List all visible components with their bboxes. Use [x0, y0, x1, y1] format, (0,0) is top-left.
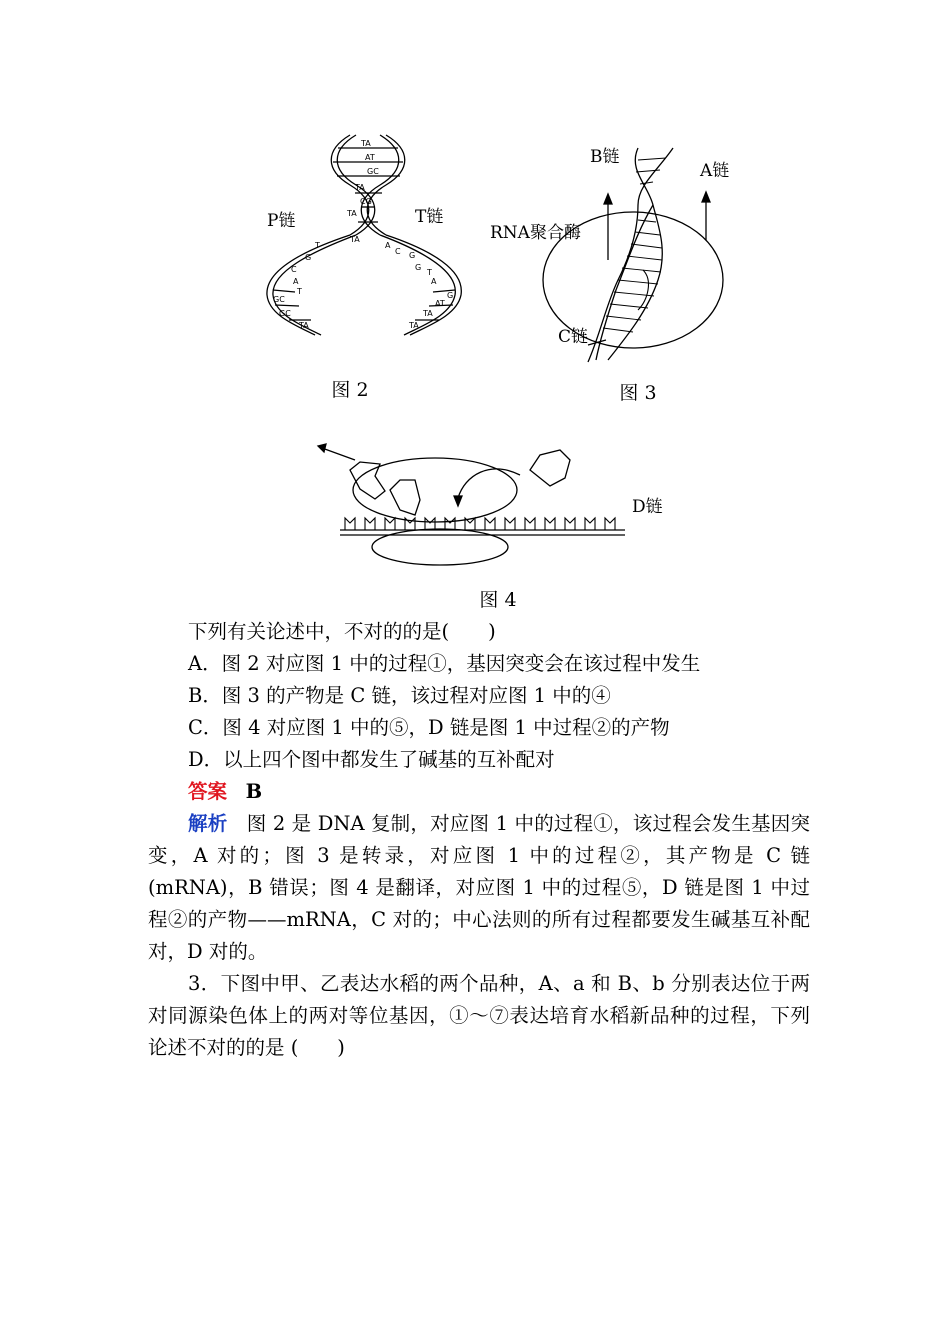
figure-2-caption: 图 2 — [331, 379, 369, 401]
svg-text:GC: GC — [367, 167, 379, 176]
svg-text:C: C — [395, 247, 401, 256]
answer-value: B — [245, 780, 263, 803]
svg-text:T: T — [315, 241, 320, 250]
answer-label: 答案 — [188, 780, 228, 803]
svg-text:G: G — [447, 291, 454, 300]
svg-text:G: G — [409, 251, 416, 260]
a-strand-label: A链 — [700, 161, 730, 181]
svg-text:A: A — [431, 277, 437, 286]
svg-text:A: A — [385, 241, 391, 250]
next-question-text: 3．下图中甲、乙表达水稻的两个品种，A、a 和 B、b 分别表达位于两对同源染色体上的两对等位基因，①～⑦表达培育水稻新品种的过程，下列论述不对的的是 ( ) — [148, 972, 810, 1059]
svg-text:TA: TA — [350, 235, 360, 244]
figure-3-caption: 图 3 — [619, 382, 657, 404]
svg-text:AT: AT — [435, 299, 445, 308]
svg-text:GC: GC — [279, 309, 291, 318]
svg-text:G: G — [415, 263, 422, 272]
analysis-paragraph — [148, 808, 810, 968]
svg-text:T: T — [427, 268, 432, 277]
analysis-label: 解析 — [188, 812, 228, 835]
svg-text:TA: TA — [347, 209, 357, 218]
figure-3-transcription — [488, 140, 748, 370]
question-stem: 下列有关论述中，不对的的是( ) — [188, 620, 496, 643]
c-strand-label: C链 — [558, 327, 589, 347]
question-block — [148, 616, 810, 1064]
svg-text:AT: AT — [365, 153, 375, 162]
option-c: C．图 4 对应图 1 中的⑤，D 链是图 1 中过程②的产物 — [188, 716, 670, 739]
svg-text:T: T — [297, 287, 302, 296]
svg-text:TA: TA — [299, 321, 309, 330]
svg-text:GC: GC — [273, 295, 285, 304]
svg-text:TA: TA — [409, 321, 419, 330]
svg-text:A: A — [293, 277, 299, 286]
t-strand-label: T链 — [415, 207, 444, 227]
figure-4-caption: 图 4 — [479, 589, 517, 611]
figure-4-translation — [310, 430, 680, 570]
analysis-text: 图 2 是 DNA 复制，对应图 1 中的过程①，该过程会发生基因突变，A 对的；图 3 是转录，对应图 1 中的过程②，其产物是 C 链(mRNA)，B 错误；图 4 是翻译，对应图 1 中的过程⑤，D 链是图 1 中过程②的产物——mRNA，C 对的；中心法则的所有过程都要发生碱基互补配对，D 对的。 — [148, 812, 810, 963]
option-d: D．以上四个图中都发生了碱基的互补配对 — [188, 748, 555, 771]
svg-text:TA: TA — [423, 309, 433, 318]
b-strand-label: B链 — [590, 147, 620, 167]
svg-text:C: C — [291, 265, 297, 274]
figure-2-dna-replication — [255, 130, 475, 345]
svg-text:G: G — [305, 253, 312, 262]
svg-text:TA: TA — [355, 183, 365, 192]
option-a: A．图 2 对应图 1 中的过程①，基因突变会在该过程中发生 — [188, 652, 701, 675]
answer-line — [148, 776, 810, 808]
svg-text:CG: CG — [360, 197, 372, 206]
d-strand-label: D链 — [632, 497, 663, 517]
option-b: B．图 3 的产物是 C 链，该过程对应图 1 中的④ — [188, 684, 611, 707]
p-strand-label: P链 — [267, 211, 296, 231]
svg-text:TA: TA — [361, 139, 371, 148]
rna-polymerase-label: RNA聚合酶 — [490, 223, 581, 243]
